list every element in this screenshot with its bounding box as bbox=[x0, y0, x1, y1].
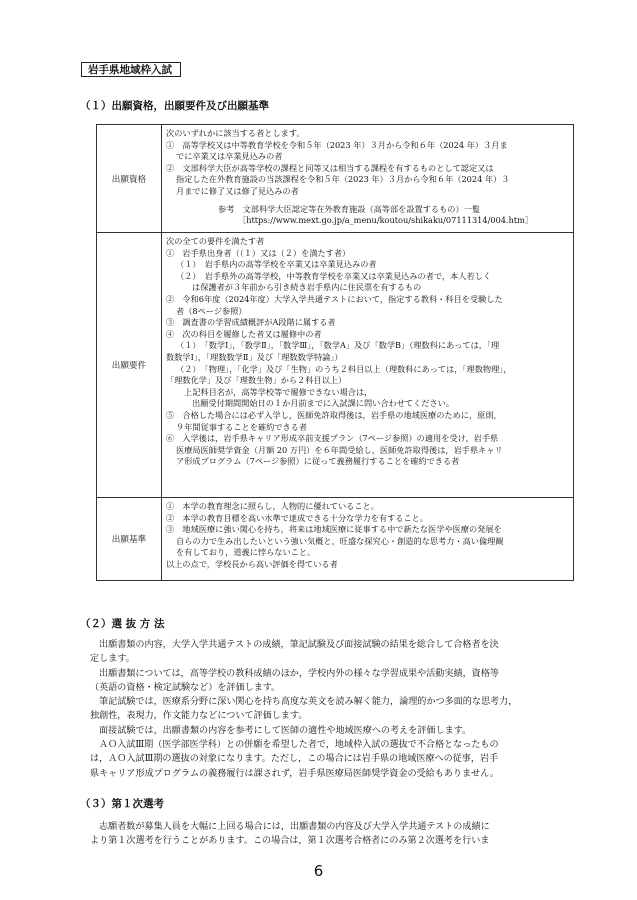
cell-line: ① 岩手県出身者（（１）又は（２）を満たす者） bbox=[166, 247, 351, 258]
paragraph-line: 筆記試験では，医療系分野に深い関心を持ち高度な英文を読み解く能力，論理的かつ多面的な思考力， bbox=[99, 697, 518, 708]
cell-line: ⑤ 合格した場合には必ず入学し，医師免許取得後は，岩手県の地域医療のために，原則， bbox=[166, 409, 502, 420]
cell-line: 指定した在外教育施設の当該課程を令和５年（2023 年）３月から令和６年（2024 年）３ bbox=[176, 174, 510, 185]
paragraph-line: 独創性，表現力，作文能力などについて評価します。 bbox=[90, 711, 308, 722]
cell-line: 参考 文部科学大臣認定等在外教育施設（高等部を設置するもの）一覧 bbox=[218, 203, 481, 214]
cell-line: は保護者が３年前から引き続き岩手県内に住民票を有するもの bbox=[192, 282, 422, 293]
cell-line: ① 本学の教育理念に照らし，人物的に優れていること。 bbox=[166, 501, 379, 511]
cell-line: ② 令和6年度（2024年度）大学入学共通テストにおいて，指定する教科・科目を受験した bbox=[166, 293, 503, 304]
paragraph-line: 志願者数が募集人員を大幅に上回る場合には，出願書類の内容及び大学入学共通テストの成績に bbox=[99, 822, 490, 832]
first-screening-text bbox=[90, 820, 570, 849]
cell-line: ③ 地域医療に強い関心を持ち，将来は地域医療に従事する中で新たな医学や医療の発展を bbox=[166, 524, 502, 535]
cell-line: 医療局医師奨学資金（月額 20 万円）を６年間受給し，医師免許取得後は，岩手県キャリ bbox=[176, 444, 503, 455]
section3-heading: （３）第１次選考 bbox=[80, 798, 164, 810]
cell-line: を有しており，道義に悖らないこと。 bbox=[176, 547, 316, 558]
section2-heading: （２）選 抜 方 法 bbox=[80, 618, 165, 630]
cell-line: でに卒業又は卒業見込みの者 bbox=[176, 151, 283, 162]
table-row-criteria bbox=[97, 498, 574, 581]
cell-line: 数数学Ⅰ」，「理数数学Ⅱ」及び「理数数学特論」） bbox=[166, 351, 343, 362]
paragraph-line: は，ＡＯ入試Ⅲ期の選抜の対象になります。ただし，この場合には岩手県の地域医療への従事，岩手 bbox=[90, 754, 499, 765]
row-label-qualification: 出願資格 bbox=[97, 125, 162, 233]
paragraph-line: 定します。 bbox=[90, 654, 135, 665]
cell-line: 月までに修了又は修了見込みの者 bbox=[176, 185, 299, 196]
reference-url: ［https://www.mext.go.jp/a_menu/koutou/shikaku/07111314/004.htm］ bbox=[238, 215, 534, 226]
cell-line: 次のいずれかに該当する者とします。 bbox=[166, 128, 305, 138]
cell-line: 「理数化学」及び「理数生物」から２科目以上） bbox=[166, 375, 347, 386]
page-number: 6 bbox=[313, 862, 324, 880]
paragraph-line: 出願書類の内容，大学入学共通テストの成績，筆記試験及び面接試験の結果を総合して合格者を決 bbox=[99, 640, 499, 650]
paragraph-line: ＡＯ入試Ⅲ期（医学部医学科）との併願を希望した者で，地域枠入試の選抜で不合格となったもの bbox=[99, 740, 499, 751]
cell-line: ② 本学の教育目標を高い水準で達成できる十分な学力を有すること。 bbox=[166, 512, 429, 523]
cell-line: （１） 岩手県内の高等学校を卒業又は卒業見込みの者 bbox=[176, 259, 377, 270]
cell-line: （１） 「数学Ⅰ」，「数学Ⅱ」，「数学Ⅲ」，「数学A」及び「数学B」（理数科にあっては，「理 bbox=[176, 340, 500, 351]
cell-line: ９年間従事することを確約できる者 bbox=[176, 421, 308, 432]
paragraph-line: 面接試験では，出願書類の内容を参考にして医師の適性や地域医療への考えを評価します。 bbox=[99, 725, 472, 736]
cell-line: 出願受付期間開始日の１か月前までに入試課に問い合わせてください。 bbox=[192, 398, 455, 409]
table-row-requirements bbox=[97, 233, 574, 498]
table-row-qualification bbox=[97, 125, 574, 233]
section1-heading: （１）出願資格，出願要件及び出願基準 bbox=[80, 100, 269, 112]
cell-line: 自らの力で生み出したいという強い気概と，旺盛な探究心・創造的な思考力・高い倫理観 bbox=[176, 535, 504, 546]
cell-line: ② 文部科学大臣が高等学校の課程と同等又は相当する課程を有するものとして認定又は bbox=[166, 162, 494, 173]
paragraph-line: 出願書類については，高等学校の教科成績のほか，学校内外の様々な学習成果や活動実績，資格等 bbox=[99, 668, 499, 679]
row-label-requirements: 出願要件 bbox=[97, 233, 162, 498]
cell-line: 次の全ての要件を満たす者 bbox=[166, 236, 265, 246]
paragraph-line: 県キャリア形成プログラムの義務履行は課されず，岩手県医療局医師奨学資金の受給もありません。 bbox=[90, 768, 499, 779]
paragraph-line: （英語の資格・検定試験など）を評価します。 bbox=[90, 682, 281, 693]
cell-line: 以上の点で，学校長から高い評価を得ている者 bbox=[166, 558, 338, 569]
cell-line: 者（8ページ参照） bbox=[176, 305, 247, 316]
section-title-box: 岩手県地域枠入試 bbox=[81, 62, 181, 77]
cell-line: ③ 調査書の学習成績概評がA段階に属する者 bbox=[166, 317, 336, 328]
cell-line: ① 高等学校又は中等教育学校を令和５年（2023 年）３月から令和６年（2024 年）３月ま bbox=[166, 139, 508, 150]
cell-line: ア形成プログラム（7ページ参照）に従って義務履行することを確約できる者 bbox=[176, 456, 460, 467]
row-label-criteria: 出願基準 bbox=[97, 498, 162, 581]
cell-line: （２） 「物理」，「化学」及び「生物」のうち２科目以上（理数科にあっては，「理数物理」， bbox=[176, 363, 512, 374]
requirements-table bbox=[96, 124, 574, 581]
cell-line: ④ 次の科目を履修した者又は履修中の者 bbox=[166, 328, 322, 339]
selection-method-text bbox=[90, 638, 570, 781]
cell-line: （２） 岩手県外の高等学校，中等教育学校を卒業又は卒業見込みの者で，本人若しく bbox=[176, 270, 492, 281]
paragraph-line: より第１次選考を行うことがあります。この場合は，第１次選考合格者にのみ第２次選考を行いま bbox=[90, 836, 490, 847]
cell-line: 上記科目名が，高等学校等で履修できない場合は， bbox=[184, 386, 373, 397]
cell-line: ⑥ 入学後は，岩手県キャリア形成卒前支援プラン（7ページ参照）の適用を受け，岩手県 bbox=[166, 433, 499, 444]
